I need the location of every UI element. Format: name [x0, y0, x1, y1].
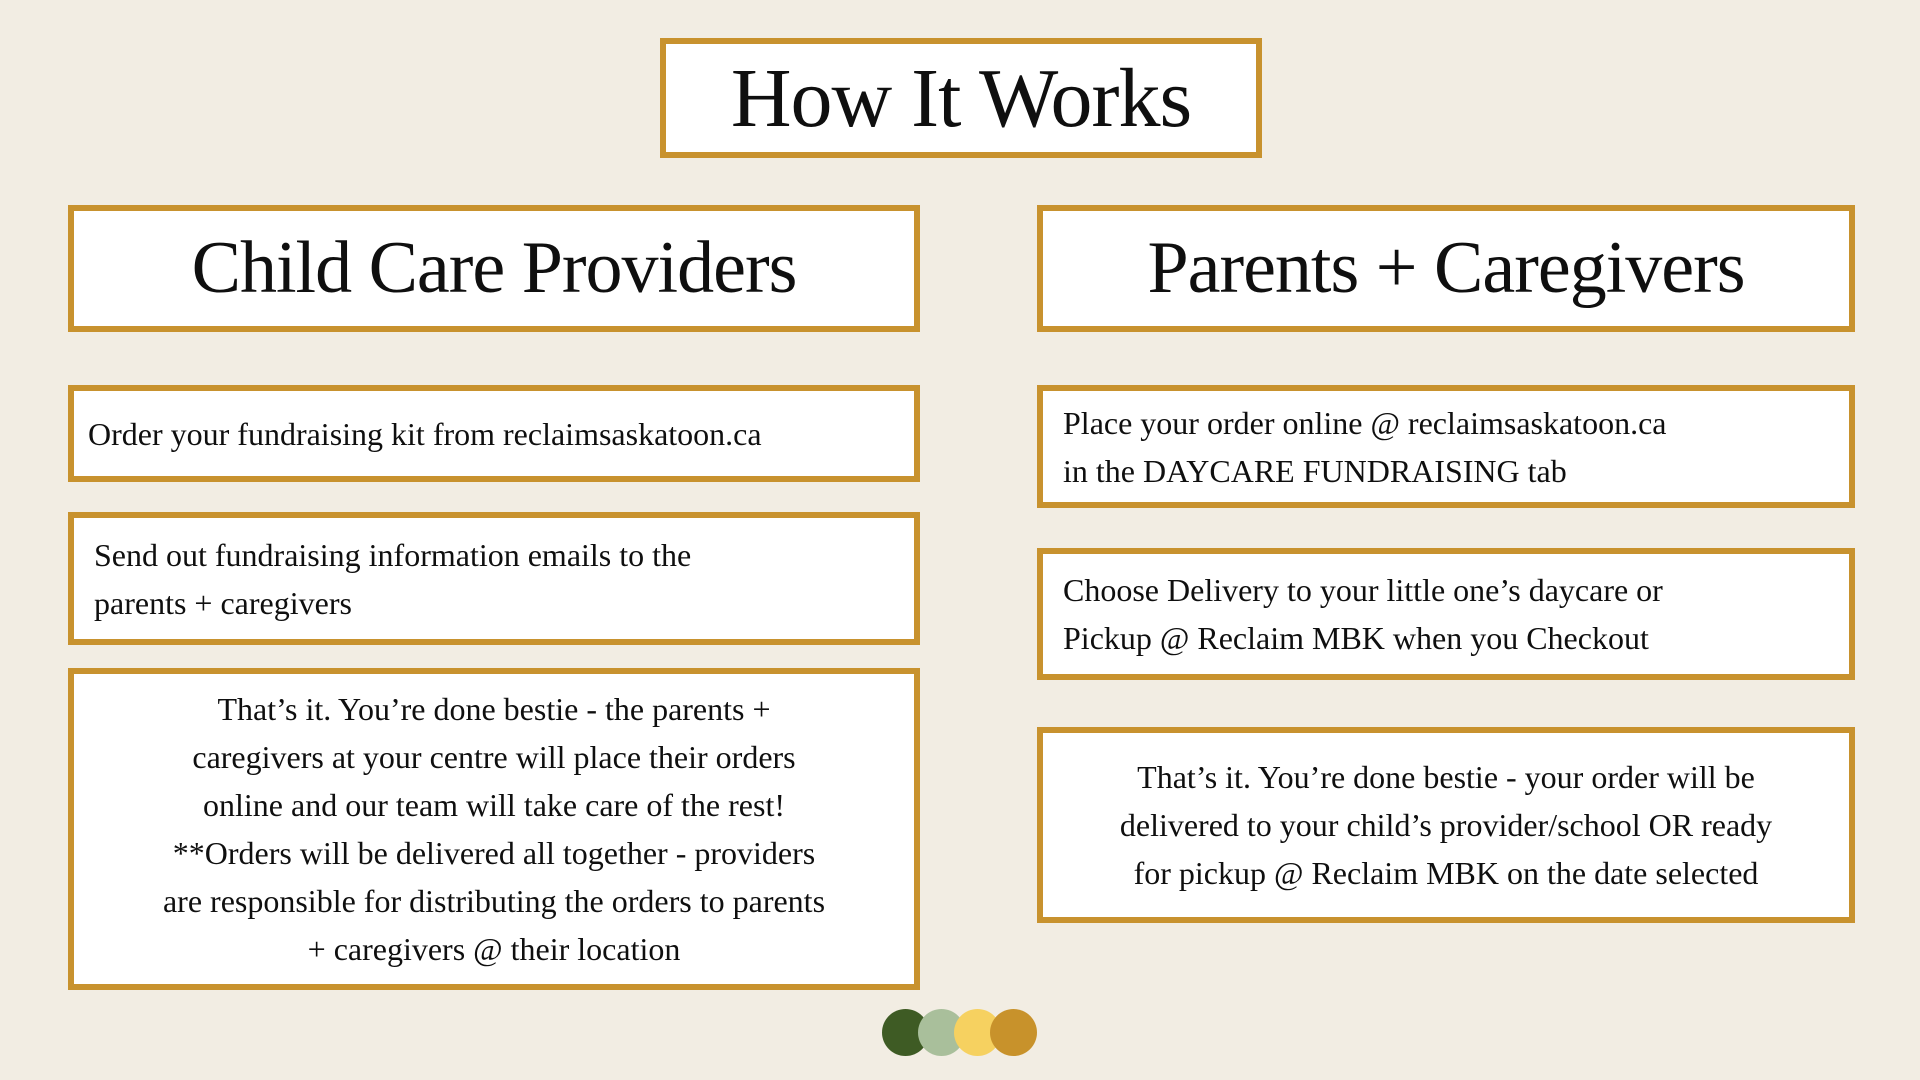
left-column-header-box	[68, 205, 920, 332]
left-step-1-box	[68, 385, 920, 482]
right-column-header: Parents + Caregivers	[1147, 227, 1745, 309]
right-column-header-box	[1037, 205, 1855, 332]
right-step-2-text: Choose Delivery to your little one’s daycare or Pickup @ Reclaim MBK when you Checkout	[1063, 572, 1663, 656]
right-step-2-box	[1037, 548, 1855, 680]
left-step-3-text: That’s it. You’re done bestie - the parents + caregivers at your centre will place their orders online and our team will take care of the rest! **Orders will be delivered all together - providers are responsible for distributing the orders to parents + caregivers @ their location	[162, 691, 826, 967]
left-step-2-text: Send out fundraising information emails to the parents + caregivers	[94, 536, 692, 621]
left-step-1-text: Order your fundraising kit from reclaimsaskatoon.ca	[88, 415, 762, 452]
left-step-3-box	[68, 668, 920, 990]
right-step-1-box	[1037, 385, 1855, 508]
right-step-3-box	[1037, 727, 1855, 923]
right-step-1-text: Place your order online @ reclaimsaskatoon.ca in the DAYCARE FUNDRAISING tab	[1063, 404, 1667, 489]
right-step-3-text: That’s it. You’re done bestie - your order will be delivered to your child’s provider/school OR ready for pickup @ Reclaim MBK on the date selected	[1119, 759, 1773, 891]
page-title-box	[660, 38, 1262, 158]
left-step-2-box	[68, 512, 920, 645]
palette-dot-mustard-icon	[990, 1009, 1037, 1056]
palette-dots	[882, 1009, 1037, 1056]
page-title: How It Works	[730, 51, 1192, 145]
left-column-header: Child Care Providers	[191, 227, 797, 309]
